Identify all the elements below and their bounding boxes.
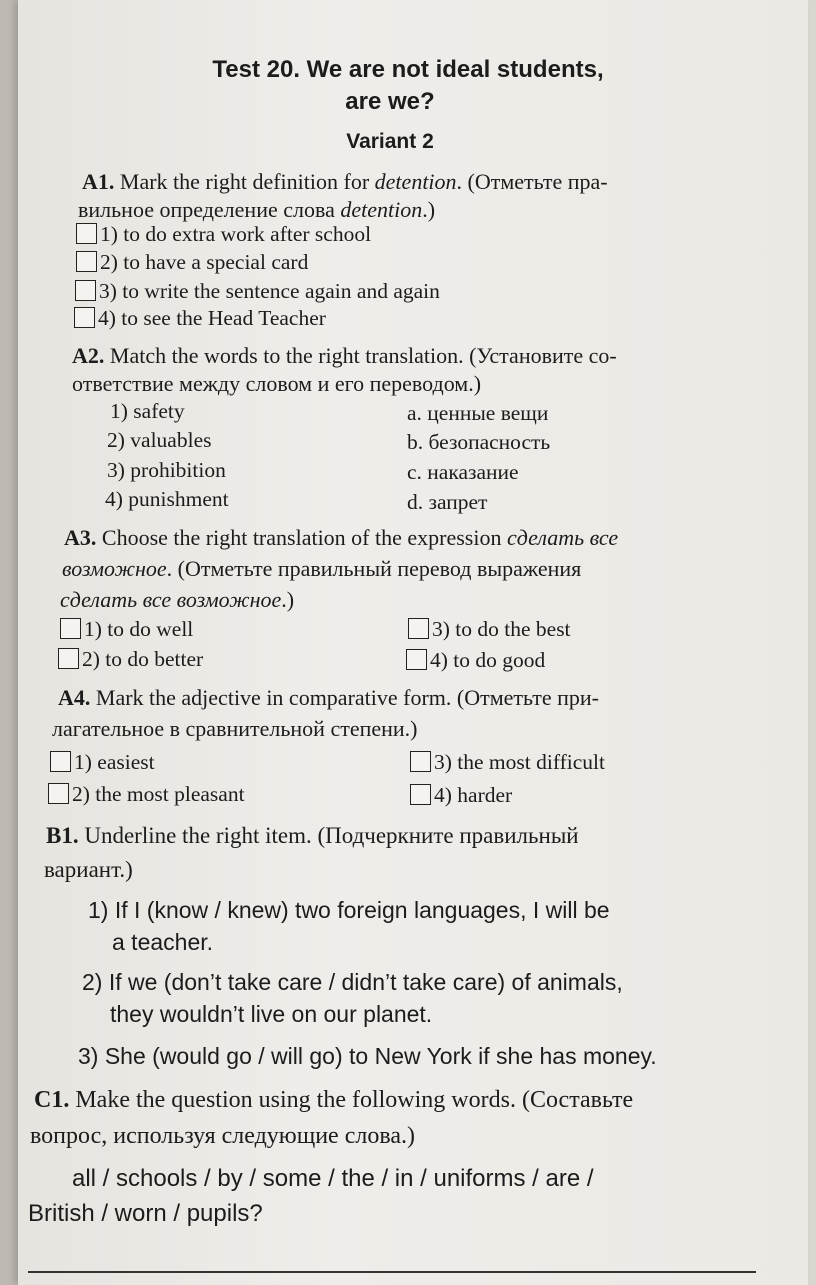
option-label: 2) to do better	[82, 647, 204, 671]
a1-question	[82, 168, 608, 196]
a3-option-3[interactable]	[408, 617, 571, 642]
a2-translation-d: d. запрет	[407, 490, 488, 514]
a2-word-2: 2) valuables	[107, 428, 212, 452]
a1-line2: вильное определение слова	[78, 197, 341, 222]
a1-text: Mark the right definition for	[114, 169, 375, 194]
page-edge	[0, 0, 18, 1285]
a3-italic-3: сделать все возможное	[60, 587, 282, 612]
b1-label: B1.	[46, 823, 79, 848]
c1-question	[34, 1086, 633, 1114]
a2-question-line2: ответствие между словом и его переводом.)	[72, 371, 482, 396]
b1-item-1: 1) If I (know / knew) two foreign languages, I will be	[88, 897, 610, 923]
checkbox[interactable]	[50, 751, 71, 772]
checkbox[interactable]	[408, 618, 429, 639]
a4-option-1[interactable]	[50, 750, 155, 775]
a4-text: Mark the adjective in comparative form. (Отметьте при-	[90, 685, 599, 710]
checkbox[interactable]	[58, 648, 79, 669]
checkbox[interactable]	[60, 618, 81, 639]
option-label: 2) to have a special card	[100, 250, 309, 274]
a3-label: A3.	[64, 525, 97, 550]
option-label: 3) to do the best	[432, 617, 571, 641]
a1-line2-italic: detention	[340, 197, 423, 222]
checkbox[interactable]	[75, 280, 96, 301]
a1-question-line2	[78, 196, 435, 224]
a3-option-4[interactable]	[406, 648, 545, 673]
a2-question	[72, 342, 617, 370]
variant-heading: Variant 2	[346, 130, 434, 153]
a1-option-3[interactable]	[75, 279, 440, 304]
checkbox[interactable]	[74, 307, 95, 328]
checkbox[interactable]	[406, 649, 427, 670]
a4-option-4[interactable]	[410, 783, 512, 808]
option-label: 4) harder	[434, 783, 513, 807]
option-label: 1) easiest	[74, 750, 155, 774]
b1-text: Underline the right item. (Подчеркните правильный	[78, 823, 579, 848]
b1-question	[46, 822, 579, 850]
a3-italic: сделать все	[506, 525, 619, 550]
test-title-line2: are we?	[345, 88, 435, 115]
a3-option-1[interactable]	[60, 617, 193, 642]
a4-question	[58, 684, 599, 712]
b1-question-line2: вариант.)	[44, 857, 133, 882]
option-label: 2) the most pleasant	[72, 782, 245, 806]
checkbox[interactable]	[410, 784, 431, 805]
option-label: 4) to see the Head Teacher	[98, 306, 326, 330]
checkbox[interactable]	[76, 223, 97, 244]
b1-item-2-line2: they wouldn’t live on our planet.	[110, 1001, 433, 1027]
a3-italic-2: возможное	[62, 556, 167, 581]
checkbox[interactable]	[410, 751, 431, 772]
a2-translation-b: b. безопасность	[407, 430, 551, 454]
a3-question	[64, 524, 618, 552]
a2-translation-c: c. наказание	[407, 460, 519, 484]
a1-text-end: . (Отметьте пра-	[456, 169, 608, 194]
a4-option-3[interactable]	[410, 750, 605, 775]
option-label: 4) to do good	[430, 648, 546, 672]
a1-option-1[interactable]	[76, 222, 371, 247]
c1-text: Make the question using the following words. (Составьте	[69, 1087, 634, 1113]
test-title: Test 20. We are not ideal students,	[212, 56, 604, 83]
a3-text-3: .)	[281, 587, 295, 612]
a2-translation-a: a. ценные вещи	[407, 401, 549, 425]
option-label: 3) to write the sentence again and again	[99, 279, 440, 303]
c1-words-line1: all / schools / by / some / the / in / uniforms / are /	[72, 1165, 594, 1192]
option-label: 3) the most difficult	[434, 750, 605, 774]
c1-words-line2: British / worn / pupils?	[28, 1200, 263, 1227]
a3-question-line2	[62, 555, 581, 583]
b1-item-1-line2: a teacher.	[112, 929, 214, 955]
a3-question-line3	[60, 586, 294, 614]
a3-text: Choose the right translation of the expression	[96, 525, 507, 550]
a2-word-1: 1) safety	[110, 399, 185, 423]
a2-word-4: 4) punishment	[105, 487, 229, 511]
a3-option-2[interactable]	[58, 647, 203, 672]
b1-item-2: 2) If we (don’t take care / didn’t take care) of animals,	[82, 969, 623, 995]
a4-label: A4.	[58, 685, 91, 710]
c1-question-line2: вопрос, используя следующие слова.)	[30, 1123, 415, 1149]
b1-item-3: 3) She (would go / will go) to New York if she has money.	[78, 1043, 657, 1069]
a2-word-3: 3) prohibition	[107, 458, 226, 482]
a1-label: A1.	[82, 169, 115, 194]
c1-label: C1.	[34, 1087, 70, 1113]
answer-line[interactable]	[28, 1271, 756, 1273]
option-label: 1) to do extra work after school	[100, 222, 372, 246]
a3-text-2: . (Отметьте правильный перевод выражения	[166, 556, 582, 581]
a4-option-2[interactable]	[48, 782, 245, 807]
a1-option-4[interactable]	[74, 306, 326, 331]
a1-italic: detention	[374, 169, 457, 194]
a1-option-2[interactable]	[76, 250, 308, 275]
a4-question-line2: лагательное в сравнительной степени.)	[52, 716, 418, 741]
checkbox[interactable]	[76, 251, 97, 272]
checkbox[interactable]	[48, 783, 69, 804]
a2-label: A2.	[72, 343, 105, 368]
a2-text: Match the words to the right translation. (Установите со-	[104, 343, 617, 368]
a1-line2-end: .)	[422, 197, 436, 222]
option-label: 1) to do well	[84, 617, 194, 641]
